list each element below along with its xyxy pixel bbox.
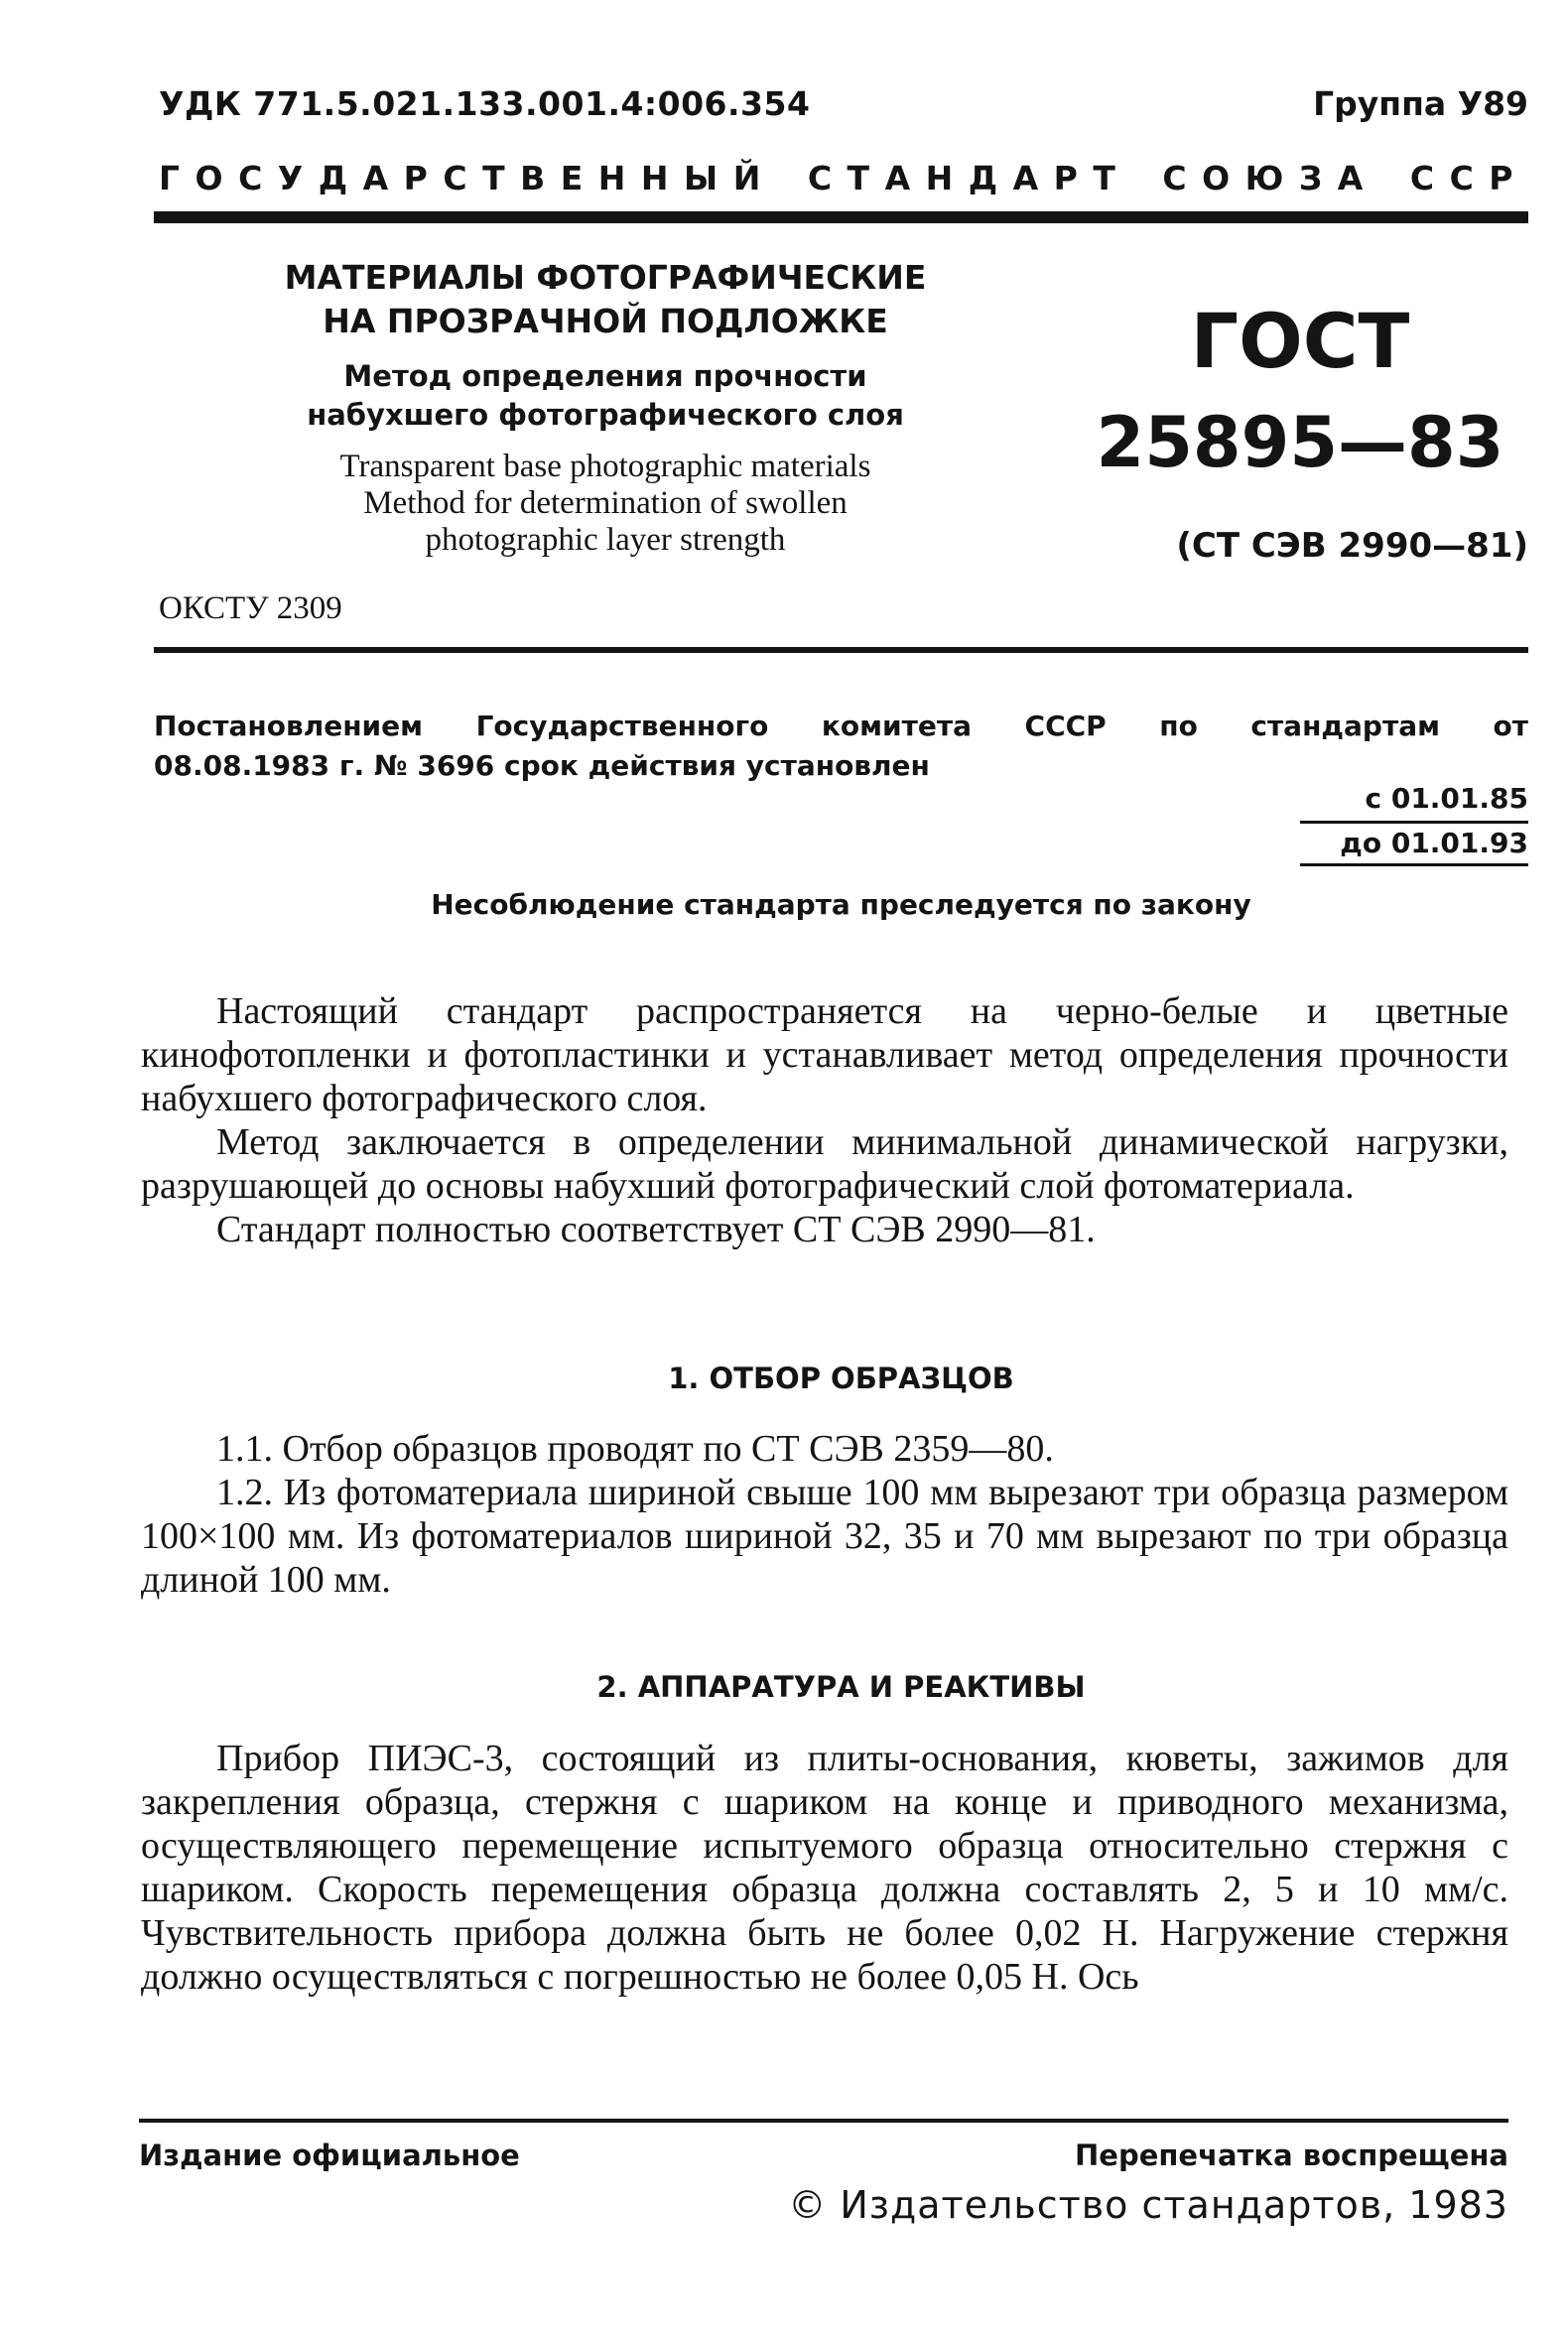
decree-statement — [154, 707, 1528, 786]
decree-word: комитета — [821, 710, 972, 742]
copyright-notice: © Издательство стандартов, 1983 — [788, 2183, 1508, 2227]
reprint-prohibited: Перепечатка воспрещена — [1075, 2139, 1508, 2172]
footer-divider — [139, 2119, 1508, 2123]
header-divider — [154, 211, 1528, 223]
state-word: ССР — [1409, 159, 1528, 197]
st-sev-reference: (СТ СЭВ 2990—81) — [1176, 526, 1528, 566]
state-standard-banner — [159, 159, 1528, 197]
paragraph: Стандарт полностью соответствует СТ СЭВ 2990—81. — [216, 1209, 1096, 1250]
validity-dates — [1300, 779, 1528, 866]
intro-text — [141, 989, 1508, 1251]
section1-text — [141, 1427, 1508, 1602]
state-word: СТАНДАРТ — [807, 159, 1131, 197]
gost-word: ГОСТ — [1190, 297, 1410, 385]
decree-line2: 08.08.1983 г. № 3696 срок действия установлен — [154, 749, 930, 782]
gost-designation — [1092, 298, 1508, 488]
decree-word: Постановлением — [154, 710, 424, 742]
state-word: ГОСУДАРСТВЕННЫЙ — [159, 159, 776, 197]
section-heading: 1. ОТБОР ОБРАЗЦОВ — [668, 1362, 1014, 1395]
title-block — [268, 256, 943, 559]
gost-number: 25895—83 — [1096, 402, 1504, 483]
date-from: с 01.01.85 — [1365, 782, 1528, 815]
paragraph: 1.1. Отбор образцов проводят по СТ СЭВ 2359—80. — [216, 1428, 1054, 1470]
group-code: Группа У89 — [1313, 84, 1528, 123]
section2-text — [141, 1737, 1508, 1999]
udk-code: УДК 771.5.021.133.001.4:006.354 — [159, 84, 811, 123]
compliance-note: Несоблюдение стандарта преследуется по закону — [431, 888, 1251, 921]
title-subtitle: Метод определения прочности набухшего фотографического слоя — [307, 359, 904, 432]
official-edition: Издание официальное — [139, 2139, 520, 2172]
decree-word: по — [1159, 710, 1198, 742]
date-to: до 01.01.93 — [1300, 821, 1528, 866]
decree-word: Государственного — [475, 710, 769, 742]
paragraph: 1.2. Из фотоматериала шириной свыше 100 мм вырезают три образца размером 100×100 мм. Из фотоматериалов шириной 32, 35 и 70 мм вырезают по три образца длиной 100 мм. — [141, 1472, 1508, 1601]
decree-word: от — [1493, 710, 1528, 742]
state-word: СОЮЗА — [1162, 159, 1378, 197]
title-main: МАТЕРИАЛЫ ФОТОГРАФИЧЕСКИЕ НА ПРОЗРАЧНОЙ ПОДЛОЖКЕ — [284, 258, 927, 340]
paragraph: Метод заключается в определении минимальной динамической нагрузки, разрушающей до основы набухший фотографический слой фотоматериала. — [141, 1121, 1508, 1207]
title-divider — [154, 647, 1528, 653]
okstu-code: ОКСТУ 2309 — [159, 590, 342, 626]
title-english: Transparent base photographic materials Method for determination of swollen photographic layer strength — [339, 449, 871, 558]
paragraph: Прибор ПИЭС-3, состоящий из плиты-основания, кюветы, зажимов для закрепления образца, стержня с шариком на конце и приводного механизма, осуществляющего перемещение испытуемого образца относительно стержня с шариком. Скорость перемещения образца должна составлять 2, 5 и 10 мм/с. Чувствительность прибора должна быть не более 0,02 Н. Нагружение стержня должно осуществляться с погрешностью не более 0,05 Н. Ось — [141, 1738, 1508, 1998]
section-heading: 2. АППАРАТУРА И РЕАКТИВЫ — [596, 1670, 1086, 1704]
decree-word: СССР — [1024, 710, 1107, 742]
paragraph: Настоящий стандарт распространяется на черно-белые и цветные кинофотопленки и фотопластинки и устанавливает метод определения прочности набухшего фотографического слоя. — [141, 990, 1508, 1119]
decree-word: стандартам — [1250, 710, 1440, 742]
